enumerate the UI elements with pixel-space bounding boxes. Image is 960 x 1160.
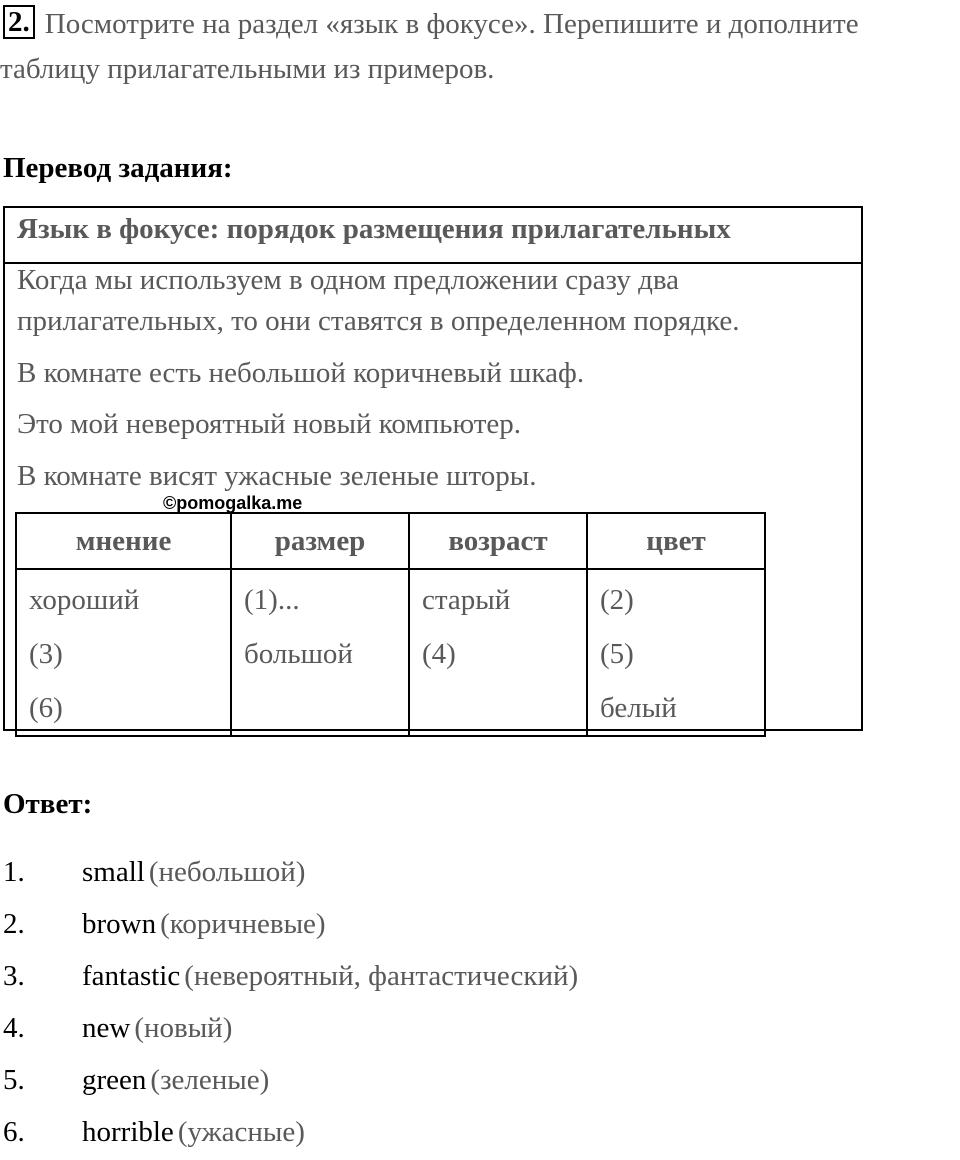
answer-text [82,1064,269,1097]
answer-number: 1. [3,856,25,888]
table-cell-entry [422,681,574,735]
answer-translation: (новый) [134,1012,233,1044]
answer-number: 2. [3,908,25,940]
answer-translation: (небольшой) [148,856,306,888]
answer-number: 3. [3,960,25,992]
answer-translation: (зеленые) [150,1064,270,1096]
header-age: возраст [409,513,587,569]
focus-rule-line-1: Когда мы используем в одном предложении сразу два [17,264,680,296]
header-colour: цвет [587,513,765,569]
adjective-order-table [15,512,766,737]
answer-text [82,1116,305,1149]
answer-word: small [82,856,145,888]
answer-word: horrible [82,1116,174,1148]
answer-heading: Ответ: [3,788,93,820]
task-line-1 [0,0,859,48]
table-cell-entry: (4) [422,638,456,670]
answer-translation: (невероятный, фантастический) [184,960,579,992]
answer-translation: (ужасные) [177,1116,305,1148]
answer-word: brown [82,908,157,940]
header-size: размер [231,513,409,569]
focus-example-3: В комнате висят ужасные зеленые шторы. [17,460,537,492]
answer-translation: (коричневые) [160,908,326,940]
header-opinion: мнение [16,513,231,569]
answer-number: 6. [3,1116,25,1148]
answer-text [82,908,326,941]
watermark: ©pomogalka.me [163,493,303,513]
task-number: 2. [3,5,35,39]
answer-number: 4. [3,1012,25,1044]
focus-example-1: В комнате есть небольшой коричневый шкаф. [17,357,585,389]
table-cell-entry: (2) [600,584,634,616]
table-cell-entry: большой [244,638,353,670]
answer-text [82,856,305,889]
age-cell [409,569,587,736]
answer-number: 5. [3,1064,25,1096]
size-cell [231,569,409,736]
table-row [16,569,765,736]
table-cell-entry: (1)... [244,584,300,616]
answer-text [82,1012,232,1045]
table-cell-entry: старый [422,584,511,616]
table-cell-entry: (5) [600,638,634,670]
table-cell-entry: хороший [29,584,140,616]
table-cell-entry: (6) [29,692,63,724]
table-cell-entry [244,681,396,735]
table-cell-entry: (3) [29,638,63,670]
answer-word: green [82,1064,147,1096]
focus-example-2: Это мой невероятный новый компьютер. [17,408,522,440]
answer-text [82,960,578,993]
answer-word: fantastic [82,960,181,992]
language-focus-title: Язык в фокусе: порядок размещения прилагательных [5,208,861,264]
focus-rule-line-2: прилагательных, то они ставятся в определенном порядке. [17,305,740,337]
translation-heading: Перевод задания: [3,152,233,184]
colour-cell [587,569,765,736]
table-header-row [16,513,765,569]
answer-word: new [82,1012,131,1044]
table-cell-entry: белый [600,692,677,724]
opinion-cell [16,569,231,736]
task-text-line-2: таблицу прилагательными из примеров. [0,53,495,85]
task-text-line-1: Посмотрите на раздел «язык в фокусе». Перепишите и дополните [44,8,859,40]
